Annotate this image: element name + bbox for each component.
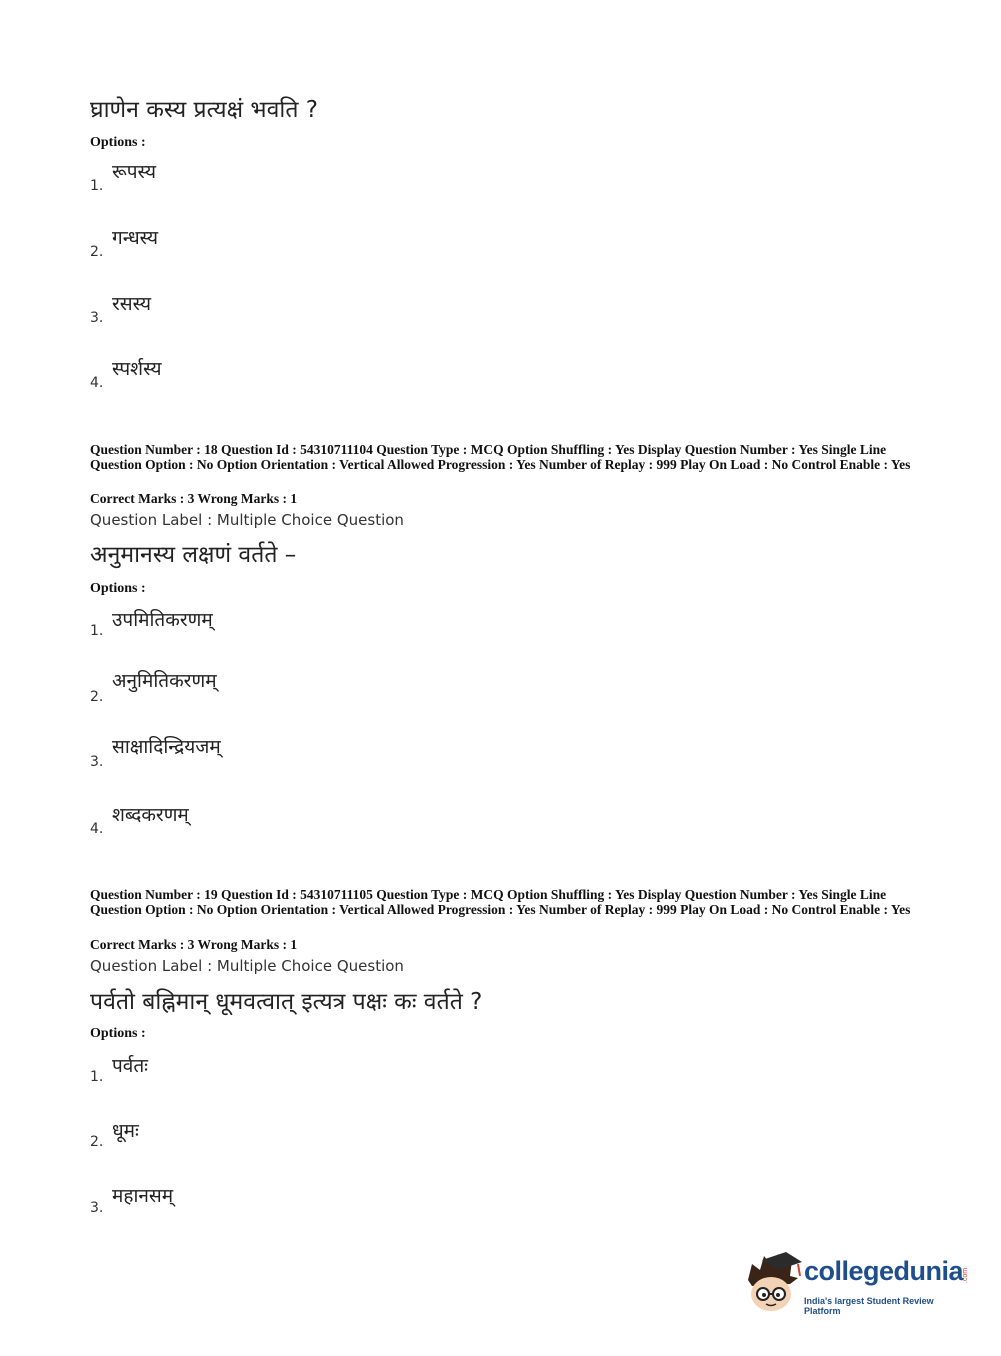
q19-option-2-text: धूमः: [112, 1120, 139, 1142]
q18-option-1-text: उपमितिकरणम्: [112, 609, 213, 631]
q18-question-label: Question Label : Multiple Choice Question: [90, 511, 404, 529]
q19-options-label: Options :: [90, 1026, 146, 1041]
q17-option-2-number: 2.: [90, 244, 104, 260]
q17-option-3-text: रसस्य: [112, 293, 152, 315]
q19-option-3-number: 3.: [90, 1200, 104, 1216]
q18-option-2-number: 2.: [90, 689, 104, 705]
q17-options-label: Options :: [90, 135, 146, 150]
question-19-text: पर्वतो बह्निमान् धूमवत्वात् इत्यत्र पक्षः कः वर्तते ?: [90, 989, 483, 1015]
logo-wordmark: collegedunia: [804, 1256, 964, 1286]
q17-option-4-number: 4.: [90, 375, 104, 391]
q19-option-1-text: पर्वतः: [112, 1055, 149, 1077]
q17-option-1-number: 1.: [90, 178, 104, 194]
q17-option-2-text: गन्धस्य: [112, 227, 159, 249]
q18-option-1-number: 1.: [90, 623, 104, 639]
logo-com-suffix: .com: [962, 1267, 970, 1284]
q17-option-1-text: रूपस्य: [112, 161, 156, 183]
q19-option-3-text: महानसम्: [112, 1185, 174, 1207]
mascot-icon: [742, 1250, 804, 1320]
q18-option-4-number: 4.: [90, 821, 104, 837]
q17-option-4-text: स्पर्शस्य: [112, 358, 162, 380]
q18-option-3-number: 3.: [90, 754, 104, 770]
q17-option-3-number: 3.: [90, 310, 104, 326]
q19-meta: Question Number : 19 Question Id : 54310711105 Question Type : MCQ Option Shuffling : Yes Display Question Number : Yes Single Line Question Option : No Option Orientation : Vertical Allowed Progression : Yes Number of Replay : 999 Play On Load : No Control Enable : Yes: [90, 887, 911, 917]
logo-tagline: India's largest Student Review Platform: [804, 1296, 934, 1316]
q18-marks: Correct Marks : 3 Wrong Marks : 1: [90, 491, 298, 506]
q18-option-3-text: साक्षादिन्द्रियजम्: [112, 736, 221, 758]
q19-option-1-number: 1.: [90, 1069, 104, 1085]
question-18-text: अनुमानस्य लक्षणं वर्तते –: [90, 542, 297, 568]
q18-meta: Question Number : 18 Question Id : 54310711104 Question Type : MCQ Option Shuffling : Yes Display Question Number : Yes Single Line Question Option : No Option Orientation : Vertical Allowed Progression : Yes Number of Replay : 999 Play On Load : No Control Enable : Yes: [90, 442, 911, 472]
question-17-text: घ्राणेन कस्य प्रत्यक्षं भवति ?: [90, 97, 318, 123]
q19-question-label: Question Label : Multiple Choice Question: [90, 957, 404, 975]
q18-option-4-text: शब्दकरणम्: [112, 804, 189, 826]
q19-option-2-number: 2.: [90, 1134, 104, 1150]
q18-option-2-text: अनुमितिकरणम्: [112, 670, 217, 692]
collegedunia-logo: [742, 1250, 972, 1320]
q18-options-label: Options :: [90, 581, 146, 596]
q19-marks: Correct Marks : 3 Wrong Marks : 1: [90, 937, 298, 952]
